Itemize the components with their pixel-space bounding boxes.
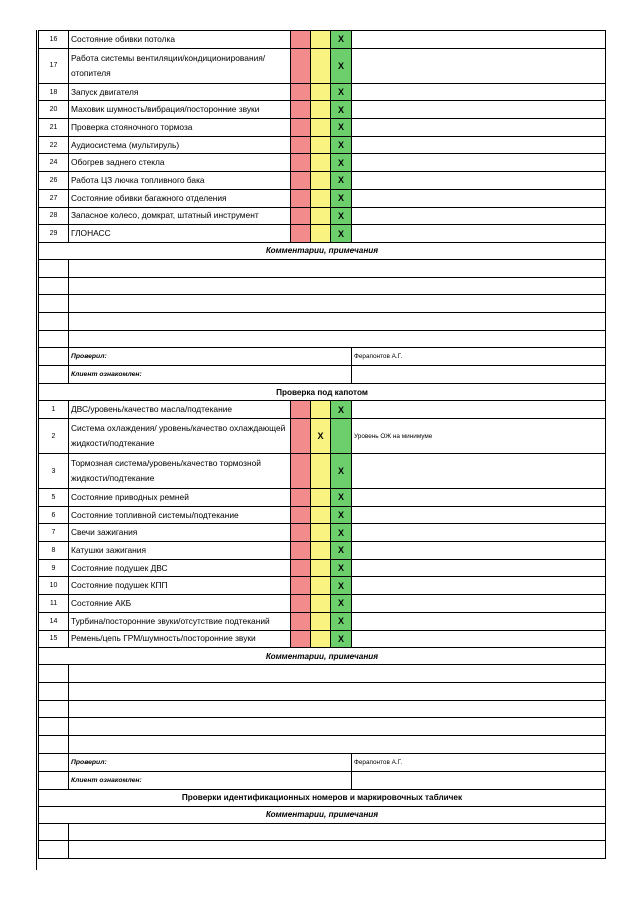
comment-text-cell[interactable] — [69, 259, 606, 277]
mark-green-cell[interactable]: X — [331, 48, 352, 83]
mark-green-cell[interactable]: X — [331, 31, 352, 49]
item-description: Состояние топливной системы/подтекание — [69, 506, 291, 524]
mark-yellow-cell[interactable] — [311, 401, 331, 419]
mark-green-cell[interactable]: X — [331, 595, 352, 613]
mark-green-cell[interactable]: X — [331, 136, 352, 154]
item-note[interactable] — [352, 612, 606, 630]
item-number: 22 — [39, 136, 69, 154]
item-number: 8 — [39, 542, 69, 560]
item-number: 11 — [39, 595, 69, 613]
mark-red-cell[interactable] — [291, 48, 311, 83]
mark-yellow-cell[interactable] — [311, 577, 331, 595]
mark-green-cell[interactable]: X — [331, 630, 352, 648]
mark-yellow-cell[interactable] — [311, 559, 331, 577]
item-description: Катушки зажигания — [69, 542, 291, 560]
item-description: Состояние АКБ — [69, 595, 291, 613]
mark-yellow-cell[interactable] — [311, 101, 331, 119]
item-number: 15 — [39, 630, 69, 648]
comment-number-cell — [39, 823, 69, 841]
table-row — [39, 119, 606, 137]
mark-green-cell[interactable]: X — [331, 101, 352, 119]
item-number: 16 — [39, 31, 69, 49]
comment-number-cell — [39, 295, 69, 313]
checked-label: Проверил: — [69, 753, 352, 771]
mark-red-cell[interactable] — [291, 207, 311, 225]
table-row — [39, 630, 606, 648]
client-number-cell — [39, 366, 69, 384]
mark-red-cell[interactable] — [291, 524, 311, 542]
mark-green-cell[interactable]: X — [331, 612, 352, 630]
table-row — [39, 48, 606, 83]
item-description: Обогрев заднего стекла — [69, 154, 291, 172]
mark-red-cell[interactable] — [291, 506, 311, 524]
table-row — [39, 31, 606, 49]
comment-row — [39, 259, 606, 277]
item-description: Состояние обивки потолка — [69, 31, 291, 49]
mark-red-cell[interactable] — [291, 189, 311, 207]
mark-red-cell[interactable] — [291, 612, 311, 630]
inspection-table — [38, 30, 606, 859]
table-row — [39, 454, 606, 489]
comment-row — [39, 735, 606, 753]
mark-yellow-cell[interactable] — [311, 136, 331, 154]
table-row — [39, 595, 606, 613]
table-row — [39, 101, 606, 119]
mark-red-cell[interactable] — [291, 630, 311, 648]
comment-row — [39, 277, 606, 295]
item-note[interactable] — [352, 101, 606, 119]
item-description: Турбина/посторонние звуки/отсутствие подтеканий — [69, 612, 291, 630]
item-note[interactable] — [352, 189, 606, 207]
mark-red-cell[interactable] — [291, 577, 311, 595]
client-label: Клиент ознакомлен: — [69, 366, 352, 384]
mark-red-cell[interactable] — [291, 595, 311, 613]
section-title-id-label: Проверки идентификационных номеров и маркировочных табличек — [39, 789, 606, 806]
mark-red-cell[interactable] — [291, 489, 311, 507]
mark-red-cell[interactable] — [291, 559, 311, 577]
mark-red-cell[interactable] — [291, 101, 311, 119]
mark-green-cell[interactable]: X — [331, 454, 352, 489]
mark-red-cell[interactable] — [291, 419, 311, 454]
item-description: Работа ЦЗ лючка топливного бака — [69, 172, 291, 190]
mark-green-cell[interactable]: X — [331, 207, 352, 225]
mark-yellow-cell[interactable] — [311, 506, 331, 524]
mark-green-cell[interactable]: X — [331, 506, 352, 524]
mark-yellow-cell[interactable] — [311, 172, 331, 190]
item-description: Состояние обивки багажного отделения — [69, 189, 291, 207]
comments-header-label: Комментарии, примечания — [39, 648, 606, 665]
table-row — [39, 489, 606, 507]
comment-row — [39, 312, 606, 330]
item-description: Проверка стояночного тормоза — [69, 119, 291, 137]
item-note[interactable] — [352, 225, 606, 243]
mark-green-cell[interactable]: X — [331, 154, 352, 172]
mark-yellow-cell[interactable] — [311, 524, 331, 542]
client-row — [39, 771, 606, 789]
checked-value[interactable]: Ферапонтов А.Г. — [352, 348, 606, 366]
item-description: Работа системы вентиляции/кондиционирования/ отопителя — [69, 48, 291, 83]
table-row — [39, 524, 606, 542]
client-label: Клиент ознакомлен: — [69, 771, 352, 789]
table-row — [39, 559, 606, 577]
item-number: 20 — [39, 101, 69, 119]
item-note[interactable] — [352, 207, 606, 225]
table-row — [39, 189, 606, 207]
item-number: 14 — [39, 612, 69, 630]
mark-green-cell[interactable]: X — [331, 119, 352, 137]
mark-green-cell[interactable]: X — [331, 577, 352, 595]
comment-text-cell[interactable] — [69, 841, 606, 859]
mark-green-cell[interactable]: X — [331, 401, 352, 419]
mark-yellow-cell[interactable] — [311, 119, 331, 137]
item-description: Состояние подушек КПП — [69, 577, 291, 595]
mark-green-cell[interactable]: X — [331, 172, 352, 190]
item-number: 2 — [39, 419, 69, 454]
mark-red-cell[interactable] — [291, 83, 311, 101]
item-description: Запасное колесо, домкрат, штатный инструмент — [69, 207, 291, 225]
comment-text-cell[interactable] — [69, 682, 606, 700]
client-number-cell — [39, 771, 69, 789]
mark-yellow-cell[interactable] — [311, 595, 331, 613]
item-number: 28 — [39, 207, 69, 225]
comment-row — [39, 841, 606, 859]
item-description: Состояние приводных ремней — [69, 489, 291, 507]
comment-text-cell[interactable] — [69, 700, 606, 718]
comment-number-cell — [39, 330, 69, 348]
comment-row — [39, 718, 606, 736]
item-number: 10 — [39, 577, 69, 595]
checked-number-cell — [39, 348, 69, 366]
item-note[interactable] — [352, 577, 606, 595]
mark-yellow-cell[interactable] — [311, 189, 331, 207]
mark-yellow-cell[interactable] — [311, 225, 331, 243]
mark-red-cell[interactable] — [291, 454, 311, 489]
item-number: 29 — [39, 225, 69, 243]
item-number: 1 — [39, 401, 69, 419]
table-row — [39, 136, 606, 154]
comment-number-cell — [39, 259, 69, 277]
item-note[interactable] — [352, 524, 606, 542]
item-note[interactable] — [352, 489, 606, 507]
checked-row — [39, 753, 606, 771]
mark-yellow-cell[interactable] — [311, 48, 331, 83]
item-note[interactable] — [352, 119, 606, 137]
item-description: Маховик шумность/вибрация/посторонние звуки — [69, 101, 291, 119]
comment-number-cell — [39, 277, 69, 295]
item-note[interactable] — [352, 31, 606, 49]
mark-red-cell[interactable] — [291, 401, 311, 419]
table-row — [39, 83, 606, 101]
mark-red-cell[interactable] — [291, 154, 311, 172]
checked-number-cell — [39, 753, 69, 771]
comment-row — [39, 682, 606, 700]
mark-green-cell[interactable]: X — [331, 189, 352, 207]
table-row — [39, 225, 606, 243]
table-row — [39, 172, 606, 190]
comment-row — [39, 665, 606, 683]
client-value[interactable] — [352, 771, 606, 789]
comment-text-cell[interactable] — [69, 312, 606, 330]
mark-yellow-cell[interactable] — [311, 454, 331, 489]
item-description: Ремень/цепь ГРМ/шумность/посторонние звуки — [69, 630, 291, 648]
mark-yellow-cell[interactable] — [311, 207, 331, 225]
item-number: 9 — [39, 559, 69, 577]
checked-value[interactable]: Ферапонтов А.Г. — [352, 753, 606, 771]
mark-yellow-cell[interactable] — [311, 612, 331, 630]
comment-text-cell[interactable] — [69, 330, 606, 348]
item-note[interactable] — [352, 454, 606, 489]
table-row — [39, 506, 606, 524]
item-number: 18 — [39, 83, 69, 101]
item-note[interactable] — [352, 559, 606, 577]
item-note[interactable] — [352, 83, 606, 101]
inspection-sheet — [38, 30, 605, 859]
comment-text-cell[interactable] — [69, 823, 606, 841]
item-description: ГЛОНАСС — [69, 225, 291, 243]
mark-yellow-cell[interactable] — [311, 542, 331, 560]
item-description: Запуск двигателя — [69, 83, 291, 101]
mark-green-cell[interactable] — [331, 419, 352, 454]
mark-green-cell[interactable]: X — [331, 489, 352, 507]
item-description: Аудиосистема (мультируль) — [69, 136, 291, 154]
mark-yellow-cell[interactable] — [311, 31, 331, 49]
comments-header — [39, 242, 606, 259]
comment-number-cell — [39, 718, 69, 736]
mark-green-cell[interactable]: X — [331, 559, 352, 577]
comment-row — [39, 330, 606, 348]
mark-red-cell[interactable] — [291, 136, 311, 154]
comment-text-cell[interactable] — [69, 665, 606, 683]
item-note[interactable] — [352, 136, 606, 154]
table-row — [39, 207, 606, 225]
item-number: 27 — [39, 189, 69, 207]
mark-green-cell[interactable]: X — [331, 542, 352, 560]
item-description: Система охлаждения/ уровень/качество охлаждающей жидкости/подтекание — [69, 419, 291, 454]
item-number: 7 — [39, 524, 69, 542]
mark-yellow-cell[interactable]: X — [311, 419, 331, 454]
checked-label: Проверил: — [69, 348, 352, 366]
table-row — [39, 612, 606, 630]
table-row — [39, 542, 606, 560]
comment-number-cell — [39, 312, 69, 330]
mark-green-cell[interactable]: X — [331, 225, 352, 243]
comment-number-cell — [39, 841, 69, 859]
mark-yellow-cell[interactable] — [311, 154, 331, 172]
item-description: Тормозная система/уровень/качество тормозной жидкости/подтекание — [69, 454, 291, 489]
table-row — [39, 577, 606, 595]
comments-header-label: Комментарии, примечания — [39, 242, 606, 259]
item-note[interactable] — [352, 542, 606, 560]
checked-row — [39, 348, 606, 366]
item-number: 3 — [39, 454, 69, 489]
comment-number-cell — [39, 735, 69, 753]
mark-red-cell[interactable] — [291, 225, 311, 243]
table-row — [39, 419, 606, 454]
item-description: Состояние подушек ДВС — [69, 559, 291, 577]
item-note[interactable] — [352, 48, 606, 83]
comment-row — [39, 700, 606, 718]
item-note[interactable] — [352, 401, 606, 419]
mark-yellow-cell[interactable] — [311, 83, 331, 101]
mark-green-cell[interactable]: X — [331, 83, 352, 101]
item-note[interactable]: Уровень ОЖ на минимуме — [352, 419, 606, 454]
section-title-id — [39, 789, 606, 806]
comment-text-cell[interactable] — [69, 277, 606, 295]
client-row — [39, 366, 606, 384]
item-number: 17 — [39, 48, 69, 83]
item-number: 21 — [39, 119, 69, 137]
comment-row — [39, 823, 606, 841]
page-left-border — [36, 30, 37, 870]
section-title-hood — [39, 384, 606, 401]
mark-yellow-cell[interactable] — [311, 630, 331, 648]
comments-header — [39, 648, 606, 665]
comments-header — [39, 806, 606, 823]
item-note[interactable] — [352, 172, 606, 190]
comment-text-cell[interactable] — [69, 295, 606, 313]
comment-row — [39, 295, 606, 313]
mark-red-cell[interactable] — [291, 119, 311, 137]
client-value[interactable] — [352, 366, 606, 384]
mark-yellow-cell[interactable] — [311, 489, 331, 507]
mark-green-cell[interactable]: X — [331, 524, 352, 542]
comment-number-cell — [39, 682, 69, 700]
item-note[interactable] — [352, 595, 606, 613]
mark-red-cell[interactable] — [291, 172, 311, 190]
item-number: 24 — [39, 154, 69, 172]
item-note[interactable] — [352, 154, 606, 172]
item-description: ДВС/уровень/качество масла/подтекание — [69, 401, 291, 419]
comment-number-cell — [39, 700, 69, 718]
item-description: Свечи зажигания — [69, 524, 291, 542]
item-number: 26 — [39, 172, 69, 190]
table-row — [39, 401, 606, 419]
item-note[interactable] — [352, 630, 606, 648]
mark-red-cell[interactable] — [291, 31, 311, 49]
item-number: 6 — [39, 506, 69, 524]
table-row — [39, 154, 606, 172]
comment-text-cell[interactable] — [69, 718, 606, 736]
comment-text-cell[interactable] — [69, 735, 606, 753]
section-title-hood-label: Проверка под капотом — [39, 384, 606, 401]
item-number: 5 — [39, 489, 69, 507]
mark-red-cell[interactable] — [291, 542, 311, 560]
item-note[interactable] — [352, 506, 606, 524]
comment-number-cell — [39, 665, 69, 683]
comments-header-label: Комментарии, примечания — [39, 806, 606, 823]
